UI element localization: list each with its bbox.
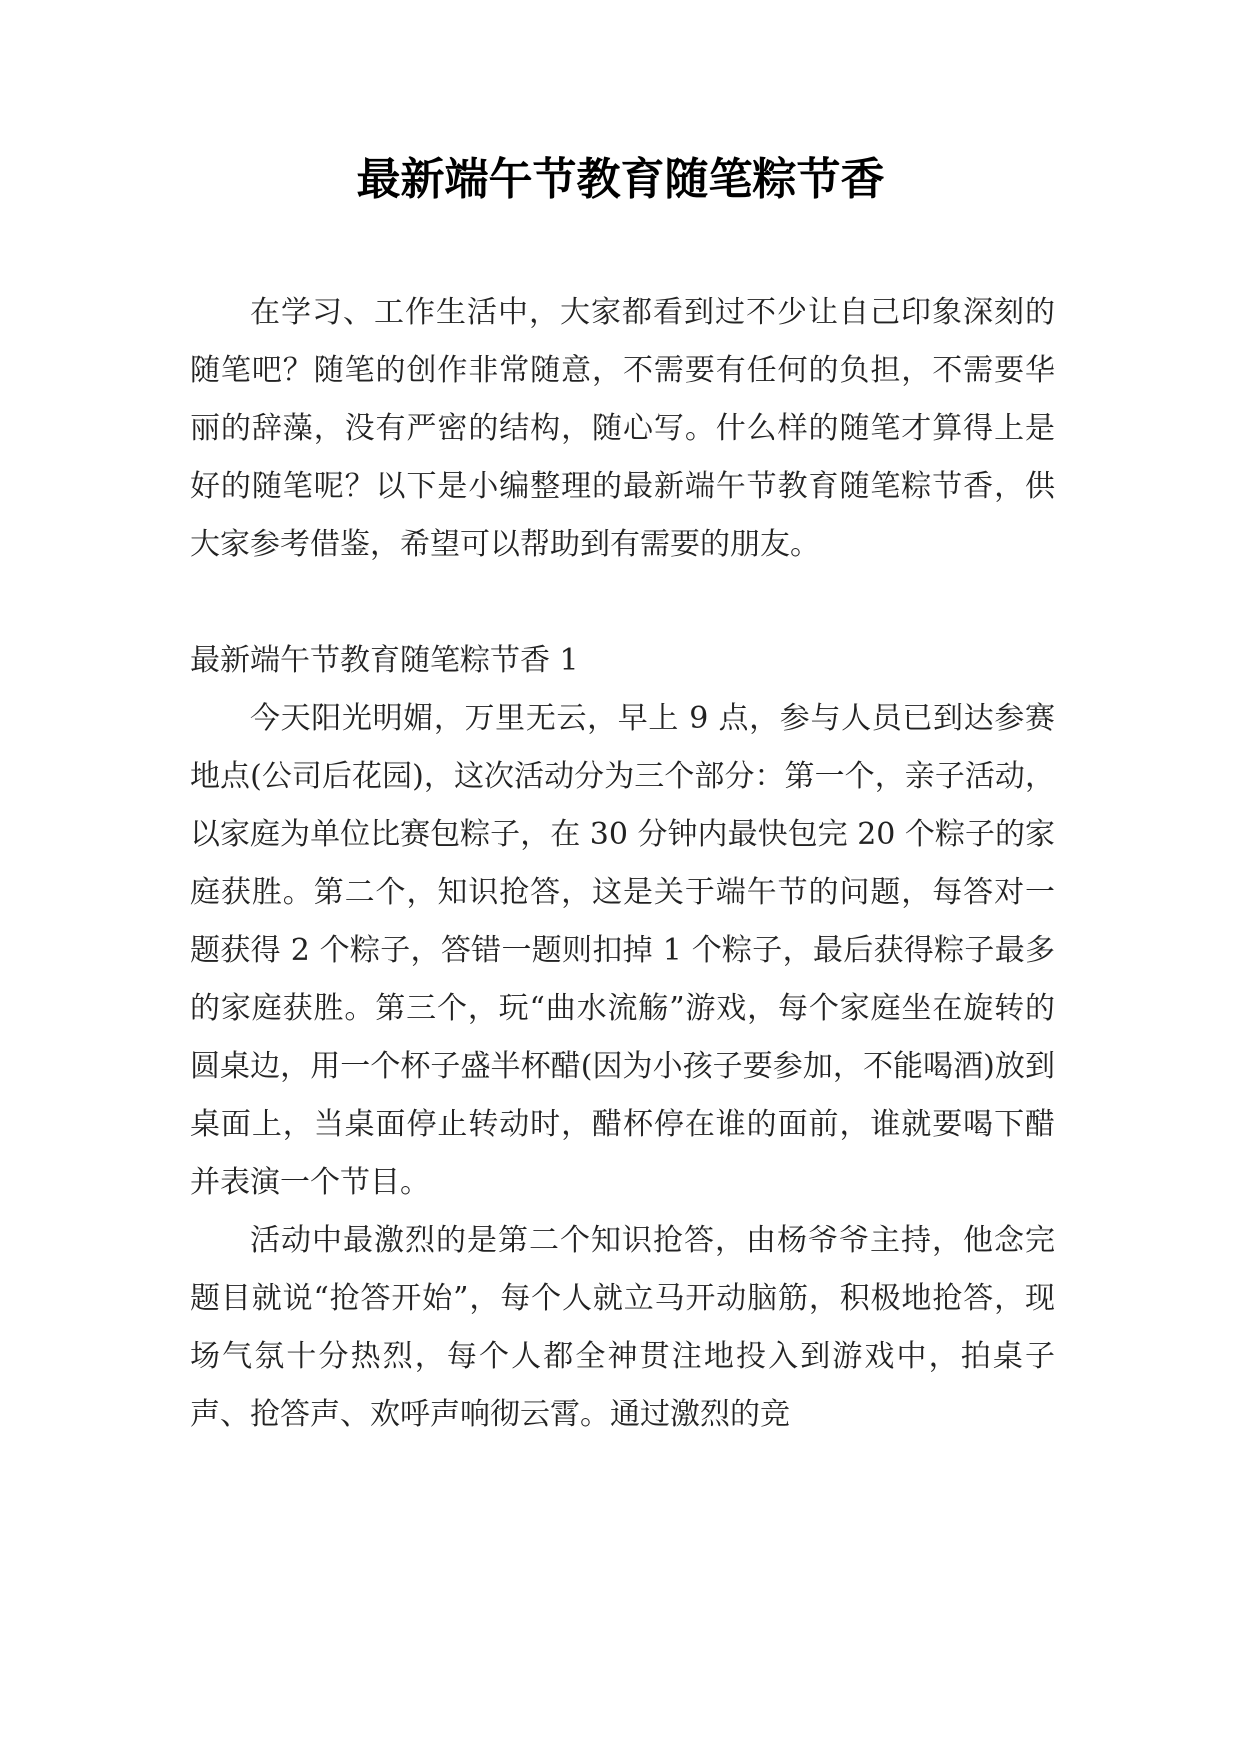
section-heading: 最新端午节教育随笔粽节香 1 [190,643,579,678]
document-title: 最新端午节教育随笔粽节香 [356,154,885,205]
body-paragraph-2: 活动中最激烈的是第二个知识抢答，由杨爷爷主持，他念完题目就说“抢答开始”，每个人就立马开动脑筋，积极地抢答，现场气氛十分热烈，每个人都全神贯注地投入到游戏中，拍桌子声、抢答声、欢呼声响彻云霄。通过激烈的竞 [190,1223,1055,1432]
document-body [190,284,1055,1444]
body-paragraph-1: 今天阳光明媚，万里无云，早上 9 点，参与人员已到达参赛地点(公司后花园)，这次活动分为三个部分：第一个，亲子活动，以家庭为单位比赛包粽子，在 30 分钟内最快包完 20 个粽子的家庭获胜。第二个，知识抢答，这是关于端午节的问题，每答对一题获得 2 个粽子，答错一题则扣掉 1 个粽子，最后获得粽子最多的家庭获胜。第三个，玩“曲水流觞”游戏，每个家庭坐在旋转的圆桌边，用一个杯子盛半杯醋(因为小孩子要参加，不能喝酒)放到桌面上，当桌面停止转动时，醋杯停在谁的面前，谁就要喝下醋并表演一个节目。 [190,701,1055,1200]
intro-paragraph: 在学习、工作生活中，大家都看到过不少让自己印象深刻的随笔吧？随笔的创作非常随意，不需要有任何的负担，不需要华丽的辞藻，没有严密的结构，随心写。什么样的随笔才算得上是好的随笔呢？以下是小编整理的最新端午节教育随笔粽节香，供大家参考借鉴，希望可以帮助到有需要的朋友。 [190,295,1055,562]
